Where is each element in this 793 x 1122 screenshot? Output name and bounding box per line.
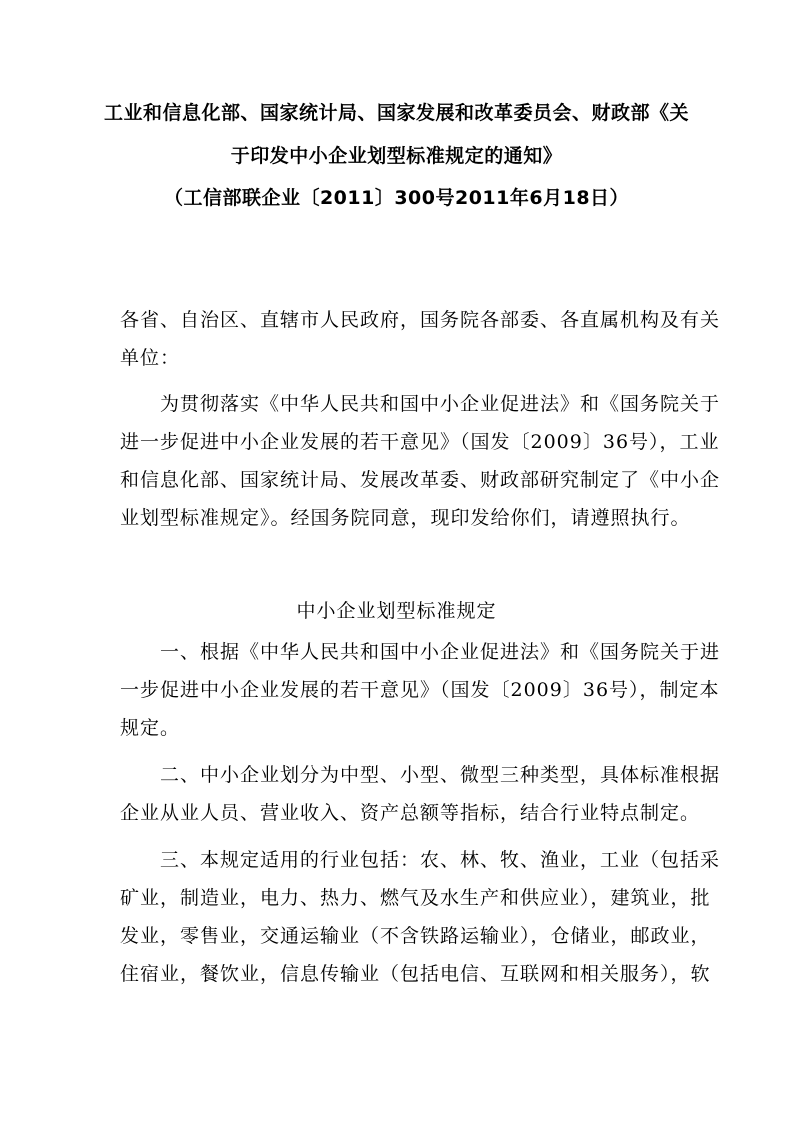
article-line: 住宿业，餐饮业，信息传输业（包括电信、互联网和相关服务），软 [120,963,711,985]
article-line: 三、本规定适用的行业包括：农、林、牧、渔业，工业（包括采 [120,849,721,871]
document-title-line-2: 于印发中小企业划型标准规定的通知》 [230,145,563,167]
intro-line: 为贯彻落实《中华人民共和国中小企业促进法》和《国务院关于 [120,393,721,415]
intro-line: 和信息化部、国家统计局、发展改革委、财政部研究制定了《中小企 [120,469,721,491]
article-line: 一步促进中小企业发展的若干意见》（国发〔2009〕36号），制定本 [120,679,720,701]
document-title-line-1: 工业和信息化部、国家统计局、国家发展和改革委员会、财政部《关 [103,102,689,124]
intro-paragraph [120,385,721,537]
article-line: 企业从业人员、营业收入、资产总额等指标，结合行业特点制定。 [120,802,701,824]
section-title: 中小企业划型标准规定 [296,600,497,622]
intro-line: 进一步促进中小企业发展的若干意见》（国发〔2009〕36号），工业 [120,431,720,453]
article-line: 发业，零售业，交通运输业（不含铁路运输业），仓储业，邮政业， [120,925,711,947]
addressee-line: 各省、自治区、直辖市人民政府，国务院各部委、各直属机构及有关 [120,309,721,331]
article-line: 一、根据《中华人民共和国中小企业促进法》和《国务院关于进 [120,641,721,663]
intro-line: 业划型标准规定》。经国务院同意，现印发给你们，请遵照执行。 [120,507,691,529]
document-reference-number: （工信部联企业〔2011〕300号2011年6月18日） [163,187,630,209]
article-line: 矿业，制造业，电力、热力、燃气及水生产和供应业），建筑业，批 [120,887,711,909]
addressee-line: 单位： [120,347,181,369]
article-line: 二、中小企业划分为中型、小型、微型三种类型，具体标准根据 [120,764,721,786]
article-1-paragraph [120,633,721,747]
article-line: 规定。 [120,717,181,739]
article-3-paragraph [120,841,721,993]
article-2-paragraph [120,756,721,832]
addressee-paragraph [120,301,721,377]
